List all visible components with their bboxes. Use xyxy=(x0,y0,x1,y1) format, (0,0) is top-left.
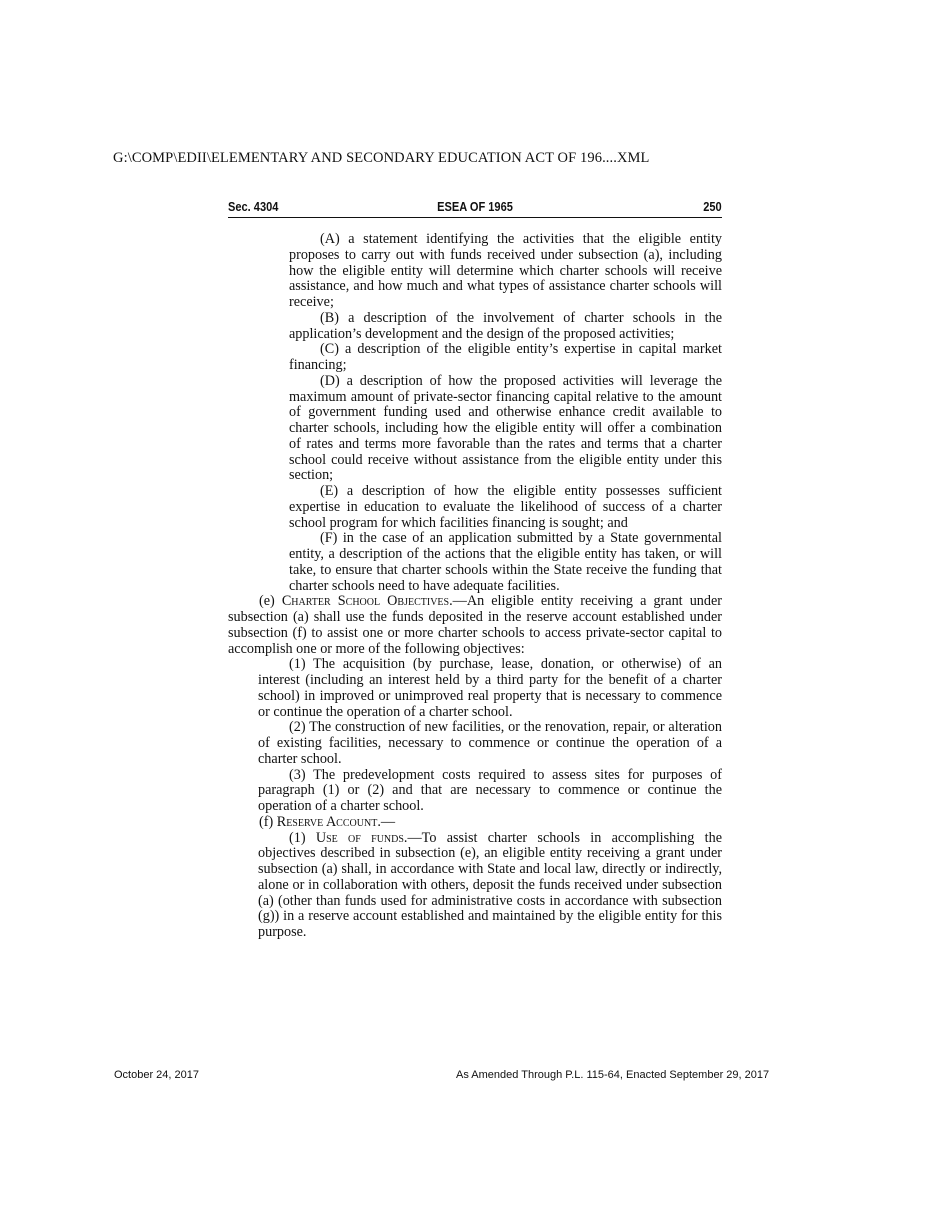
subparagraph-b: (B) a description of the involvement of charter schools in the application’s development and the design of the proposed activities; xyxy=(289,309,722,342)
subsection-e-heading: Charter School Objectives xyxy=(281,593,450,610)
subsection-f-dash: .— xyxy=(377,813,396,830)
use-of-funds xyxy=(258,831,722,941)
act-title: ESEA OF 1965 xyxy=(437,199,513,214)
use-of-funds-heading: Use of funds xyxy=(315,829,404,846)
subsection-f-heading: Reserve Account xyxy=(276,813,378,830)
objective-2: (2) The construction of new facilities, or the renovation, repair, or alteration of existing facilities, necessary to commence or continue the operation of a charter school. xyxy=(258,719,722,767)
footer-amended-note: As Amended Through P.L. 115-64, Enacted September 29, 2017 xyxy=(456,1069,770,1081)
file-path-header: G:\COMP\EDII\ELEMENTARY AND SECONDARY EDUCATION ACT OF 196....XML xyxy=(113,150,650,166)
footer-date: October 24, 2017 xyxy=(114,1069,200,1081)
subparagraph-e: (E) a description of how the eligible entity possesses sufficient expertise in education to evaluate the likelihood of success of a charter school program for which facilities financing is sought; and xyxy=(289,483,722,531)
use-of-funds-text: .—To assist charter schools in accomplishing the objectives described in subsection (e), an eligible entity receiving a grant under subsection (a) shall, in accordance with State and local law, directly or indirectly, alone or in collaboration with others, deposit the funds received under subsection (a) (other than funds used for administrative costs in accordance with subsection (g)) in a reserve account established and maintained by the eligible entity for this purpose. xyxy=(258,829,722,940)
document-body xyxy=(228,232,722,941)
subsection-e-text: .—An eligible entity receiving a grant under subsection (a) shall use the funds deposited in the reserve account established under subsection (f) to assist one or more charter schools to access private-sector capital to accomplish one or more of the following objectives: xyxy=(228,593,722,657)
subsection-e-prefix: (e) xyxy=(259,593,282,610)
subparagraph-a: (A) a statement identifying the activities that the eligible entity proposes to carry out with funds received under subsection (a), including how the eligible entity will determine which charter schools will receive assistance, and how much and what types of assistance charter schools will receive; xyxy=(289,231,722,310)
subparagraph-f: (F) in the case of an application submitted by a State governmental entity, a description of the actions that the eligible entity has taken, or will take, to ensure that charter schools within the State receive the funding that charter schools need to have adequate facilities. xyxy=(289,530,722,594)
objective-3: (3) The predevelopment costs required to assess sites for purposes of paragraph (1) or (2) and that are necessary to commence or continue the operation of a charter school. xyxy=(258,766,722,814)
objective-1: (1) The acquisition (by purchase, lease, donation, or otherwise) of an interest (including an interest held by a third party for the benefit of a charter school) in improved or unimproved real property that is necessary to commence or continue the operation of a charter school. xyxy=(258,656,722,720)
subparagraph-d: (D) a description of how the proposed activities will leverage the maximum amount of private-sector financing capital relative to the amount of government funding used and otherwise enhance credit available to charter schools, including how the eligible entity will offer a combination of rates and terms more favorable than the rates and terms that a charter school could receive without assistance from the eligible entity under this section; xyxy=(289,372,722,484)
subsection-f xyxy=(228,815,722,831)
use-of-funds-prefix: (1) xyxy=(289,829,316,846)
subparagraph-c: (C) a description of the eligible entity’s expertise in capital market financing; xyxy=(289,341,722,373)
subsection-f-prefix: (f) xyxy=(259,813,277,830)
subsection-e xyxy=(228,594,722,657)
page-number: 250 xyxy=(703,199,722,214)
running-head xyxy=(228,197,722,218)
section-number: Sec. 4304 xyxy=(228,199,279,214)
